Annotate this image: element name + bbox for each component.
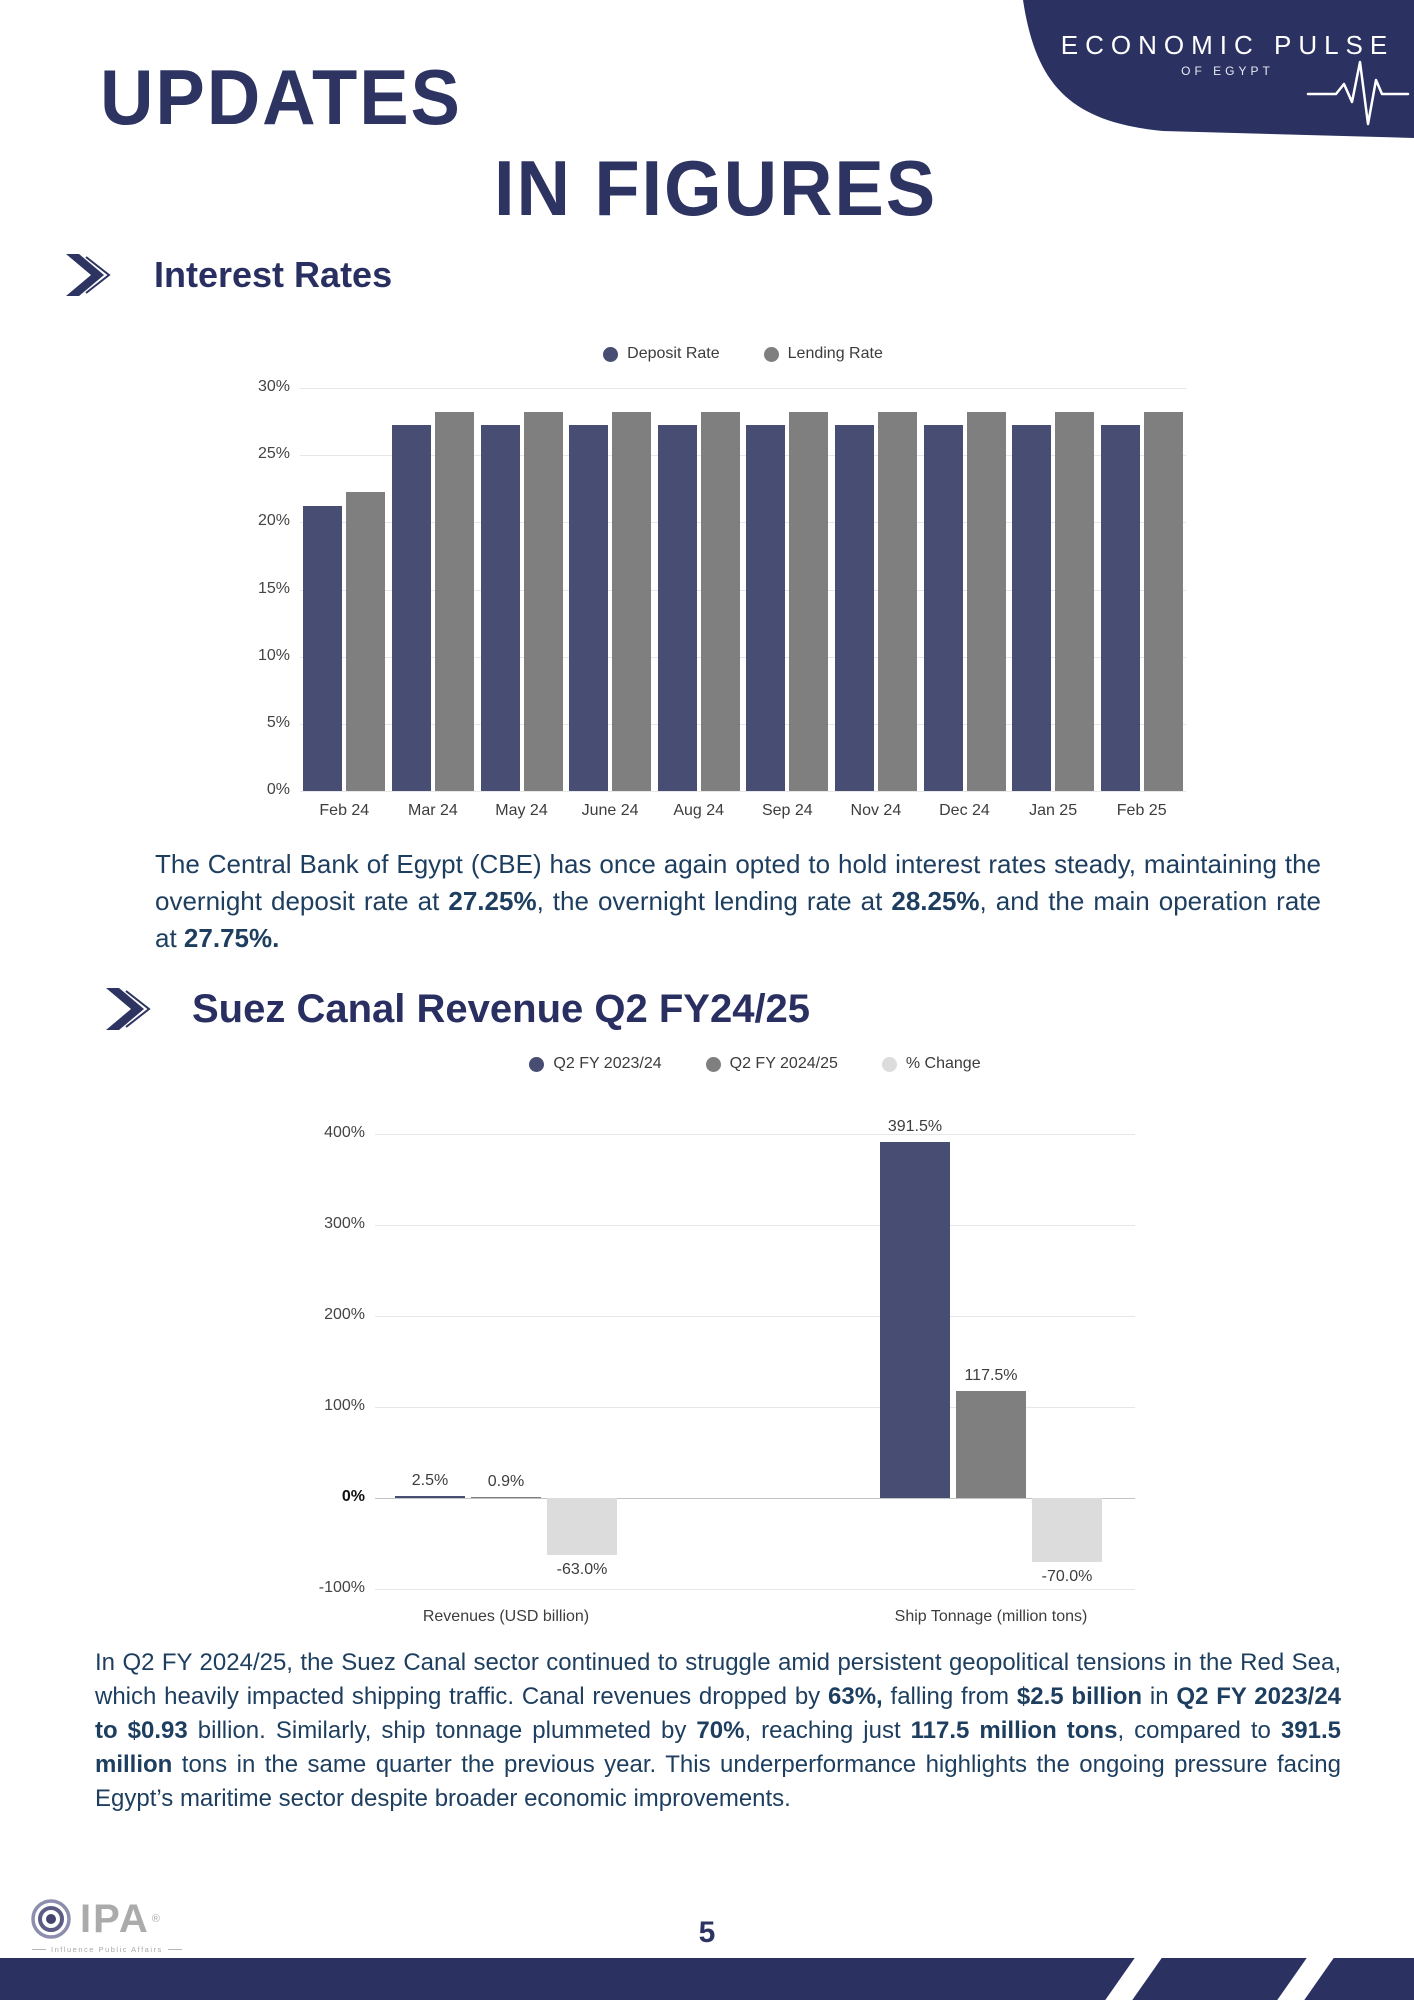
y-axis-tick: 25% <box>257 445 290 463</box>
body-text: , and the main operation rate at <box>155 886 1321 953</box>
gridline <box>375 1498 1135 1499</box>
legend-item <box>764 345 883 363</box>
legend-dot-icon <box>529 1057 544 1072</box>
brand-subtitle: OF EGYPT <box>1181 64 1274 78</box>
legend-label: Lending Rate <box>787 345 883 362</box>
highlight-value: 117.5 million tons <box>910 1717 1118 1744</box>
bar--change <box>1032 1498 1102 1562</box>
gridline <box>300 522 1186 523</box>
interest-rates-paragraph <box>155 846 1321 957</box>
footer-bar-slash <box>1273 1958 1338 2000</box>
bar-lending-rate <box>1055 412 1094 791</box>
x-axis-label: Feb 25 <box>1116 802 1167 819</box>
bar-deposit-rate <box>835 425 874 791</box>
legend-item <box>603 345 720 363</box>
y-axis-tick: 10% <box>257 646 290 664</box>
body-text: The Central Bank of Egypt (CBE) has once again opted to hold interest rates steady, maintaining the overnight deposit rate at <box>155 849 1321 916</box>
bar-q2-fy-2024-25 <box>956 1391 1026 1498</box>
body-text: falling from <box>882 1683 1017 1710</box>
body-text: , reaching just <box>744 1717 911 1744</box>
body-text: , the overnight lending rate at <box>536 886 892 916</box>
x-axis-label: May 24 <box>495 802 548 819</box>
suez-canal-paragraph <box>95 1646 1341 1816</box>
legend-item <box>529 1055 661 1073</box>
legend-item <box>706 1055 838 1073</box>
bar--change <box>547 1498 617 1555</box>
body-text: billion. Similarly, ship tonnage plummeted by <box>187 1717 697 1744</box>
brand-badge <box>1005 0 1414 140</box>
x-axis-label: Aug 24 <box>673 802 725 819</box>
gridline <box>300 590 1186 591</box>
legend-item <box>882 1055 981 1073</box>
bar-deposit-rate <box>924 425 963 791</box>
gridline <box>300 791 1186 792</box>
highlight-value: 27.75%. <box>183 923 280 953</box>
y-axis-tick: 0% <box>341 1488 365 1505</box>
x-axis-label: Dec 24 <box>939 802 990 819</box>
bar-lending-rate <box>789 412 828 791</box>
chart-legend <box>375 1055 1135 1073</box>
bar-lending-rate <box>878 412 917 791</box>
bar-lending-rate <box>524 412 563 791</box>
body-text: tons in the same quarter the previous year. This underperformance highlights the ongoing pressure facing Egypt’s maritime sector despite broader economic improvements. <box>95 1751 1341 1812</box>
bar-q2-fy-2023-24 <box>395 1496 465 1498</box>
x-axis-label: June 24 <box>581 802 639 819</box>
highlight-value: Q2 FY 2023/24 to $0.93 <box>95 1683 1342 1744</box>
gridline <box>300 455 1186 456</box>
data-label: -63.0% <box>556 1561 608 1579</box>
page-title-line1: UPDATES <box>100 53 462 141</box>
bar-lending-rate <box>435 412 474 791</box>
legend-dot-icon <box>882 1057 897 1072</box>
legend-label: Q2 FY 2024/25 <box>729 1055 838 1072</box>
data-label: 0.9% <box>487 1473 525 1491</box>
bar-deposit-rate <box>481 425 520 791</box>
gridline <box>375 1225 1135 1226</box>
brand-title: ECONOMIC PULSE <box>1060 30 1395 60</box>
chart-plot-area <box>257 378 1186 819</box>
x-axis-label: Nov 24 <box>850 802 902 819</box>
bar-deposit-rate <box>658 425 697 791</box>
chart-plot-area <box>318 1117 1135 1625</box>
data-label: -70.0% <box>1041 1567 1093 1585</box>
page-number: 5 <box>698 1916 716 1949</box>
pulse-icon <box>1306 56 1410 128</box>
gridline <box>375 1316 1135 1317</box>
y-axis-tick: 200% <box>324 1306 365 1323</box>
bar-lending-rate <box>346 492 385 791</box>
registered-mark: ® <box>151 1913 160 1925</box>
x-axis-label: Sep 24 <box>761 802 813 819</box>
highlight-value: 27.25% <box>448 886 537 916</box>
bar-lending-rate <box>612 412 651 791</box>
data-label: 2.5% <box>411 1471 449 1489</box>
section-suez-canal <box>104 986 810 1032</box>
bar-q2-fy-2024-25 <box>471 1497 541 1498</box>
bar-deposit-rate <box>1101 425 1140 791</box>
highlight-value: 28.25% <box>891 886 980 916</box>
suez-canal-chart <box>310 1053 1150 1623</box>
highlight-value: 70% <box>696 1717 745 1744</box>
bar-lending-rate <box>701 412 740 791</box>
legend-dot-icon <box>603 347 618 362</box>
legend-dot-icon <box>764 347 779 362</box>
section-title: Suez Canal Revenue Q2 FY24/25 <box>192 986 811 1031</box>
body-text: in <box>1142 1683 1177 1710</box>
section-interest-rates <box>64 252 392 298</box>
bar-deposit-rate <box>1012 425 1051 791</box>
ipa-logo-text: IPA <box>80 1897 150 1941</box>
bar-lending-rate <box>1144 412 1183 791</box>
body-text: In Q2 FY 2024/25, the Suez Canal sector continued to struggle amid persistent geopolitical tensions in the Red Sea, which heavily impacted shipping traffic. Canal revenues dropped by <box>95 1649 1341 1710</box>
interest-rates-chart <box>195 345 1200 825</box>
bar-deposit-rate <box>569 425 608 791</box>
footer-bar <box>0 1958 1414 2000</box>
section-arrow-icon <box>104 986 162 1032</box>
body-text: , compared to <box>1117 1717 1281 1744</box>
y-axis-tick: -100% <box>318 1579 365 1596</box>
section-arrow-icon <box>64 252 122 298</box>
gridline <box>300 724 1186 725</box>
x-axis-label: Feb 24 <box>319 802 370 819</box>
y-axis-tick: 300% <box>324 1215 365 1232</box>
gridline <box>375 1134 1135 1135</box>
legend-label: % Change <box>905 1055 981 1072</box>
chart-legend <box>300 345 1186 363</box>
x-axis-label: Revenues (USD billion) <box>422 1608 590 1625</box>
highlight-value: 391.5 million <box>95 1717 1341 1778</box>
x-axis-label: Jan 25 <box>1029 802 1078 819</box>
data-label: 391.5% <box>887 1117 943 1135</box>
legend-label: Q2 FY 2023/24 <box>553 1055 662 1072</box>
x-axis-label: Mar 24 <box>407 802 458 819</box>
x-axis-label: Ship Tonnage (million tons) <box>894 1608 1088 1625</box>
highlight-value: 63%, <box>828 1683 883 1710</box>
bar-q2-fy-2023-24 <box>880 1142 950 1498</box>
y-axis-tick: 0% <box>266 781 290 798</box>
y-axis-tick: 5% <box>266 713 290 731</box>
page-title-line2: IN FIGURES <box>494 144 938 232</box>
bar-deposit-rate <box>392 425 431 791</box>
footer-bar-slash <box>1101 1958 1166 2000</box>
legend-label: Deposit Rate <box>627 345 720 362</box>
y-axis-tick: 20% <box>257 512 290 530</box>
gridline <box>375 1589 1135 1590</box>
gridline <box>300 388 1186 389</box>
y-axis-tick: 100% <box>324 1397 365 1414</box>
section-title: Interest Rates <box>154 254 393 295</box>
bar-deposit-rate <box>303 506 342 791</box>
y-axis-tick: 400% <box>324 1124 365 1141</box>
y-axis-tick: 15% <box>257 579 290 597</box>
highlight-value: $2.5 billion <box>1016 1683 1143 1710</box>
bar-lending-rate <box>967 412 1006 791</box>
bar-deposit-rate <box>746 425 785 791</box>
legend-dot-icon <box>706 1057 721 1072</box>
data-label: 117.5% <box>964 1367 1018 1385</box>
gridline <box>300 657 1186 658</box>
caption-text: Influence Public Affairs <box>51 1945 163 1954</box>
y-axis-tick: 30% <box>257 378 290 395</box>
